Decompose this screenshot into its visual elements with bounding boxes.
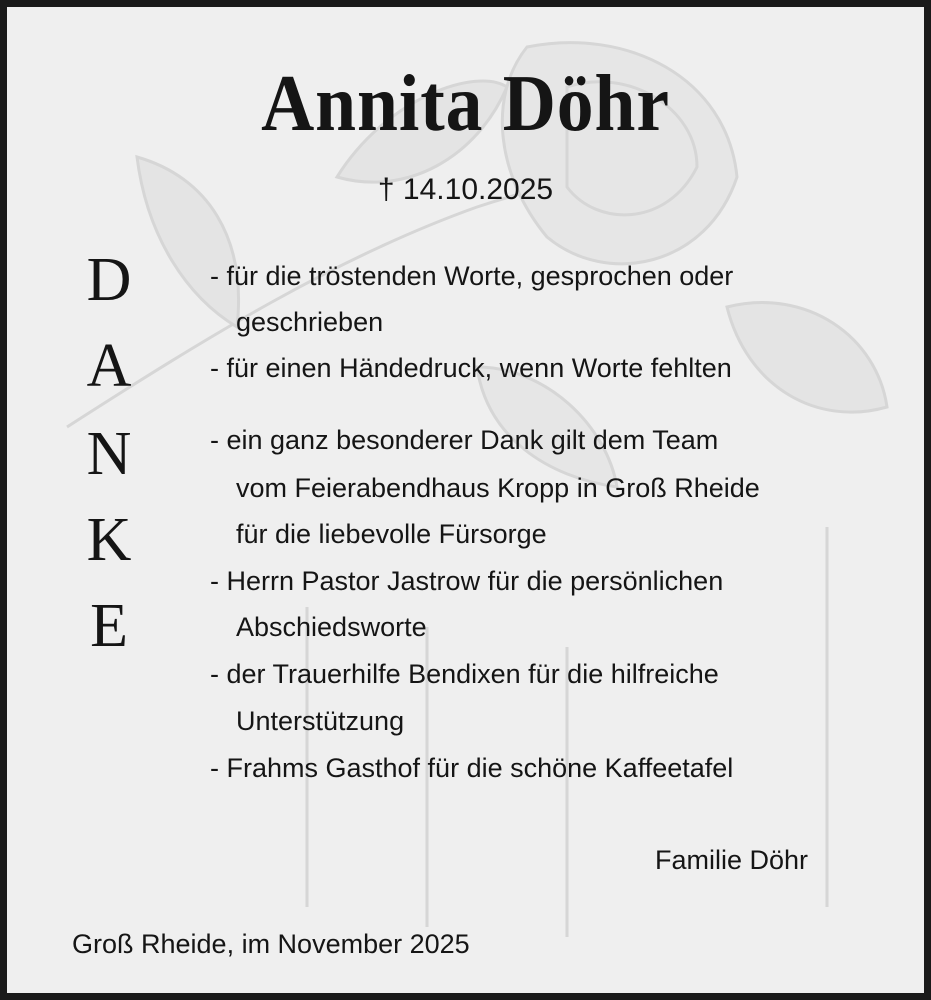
thanks-line: - Frahms Gasthof für die schöne Kaffeetafel	[210, 753, 734, 783]
danke-letter: D	[86, 246, 132, 314]
thanks-line: - Herrn Pastor Jastrow für die persönlichen	[210, 566, 724, 596]
deceased-name: Annita Döhr	[261, 60, 670, 148]
thanks-line: Unterstützung	[236, 706, 405, 736]
thanks-line: Abschiedsworte	[236, 612, 427, 642]
thanks-line: für die liebevolle Fürsorge	[236, 519, 547, 549]
danke-letter: E	[90, 592, 128, 660]
thanks-line: - der Trauerhilfe Bendixen für die hilfreiche	[210, 659, 719, 689]
signature: Familie Döhr	[655, 845, 809, 875]
danke-letter: N	[86, 420, 132, 488]
thanks-line: - für die tröstenden Worte, gesprochen oder	[210, 261, 734, 291]
thanks-line: geschrieben	[236, 307, 384, 337]
thanks-line: - für einen Händedruck, wenn Worte fehlten	[210, 353, 732, 383]
danke-letter: A	[86, 332, 132, 400]
place-date: Groß Rheide, im November 2025	[72, 929, 470, 959]
thanks-line: - ein ganz besonderer Dank gilt dem Team	[210, 425, 719, 455]
thanks-line: vom Feierabendhaus Kropp in Groß Rheide	[236, 473, 760, 503]
death-date: † 14.10.2025	[377, 173, 554, 206]
danke-letter: K	[86, 506, 132, 574]
notice-card	[7, 7, 924, 993]
